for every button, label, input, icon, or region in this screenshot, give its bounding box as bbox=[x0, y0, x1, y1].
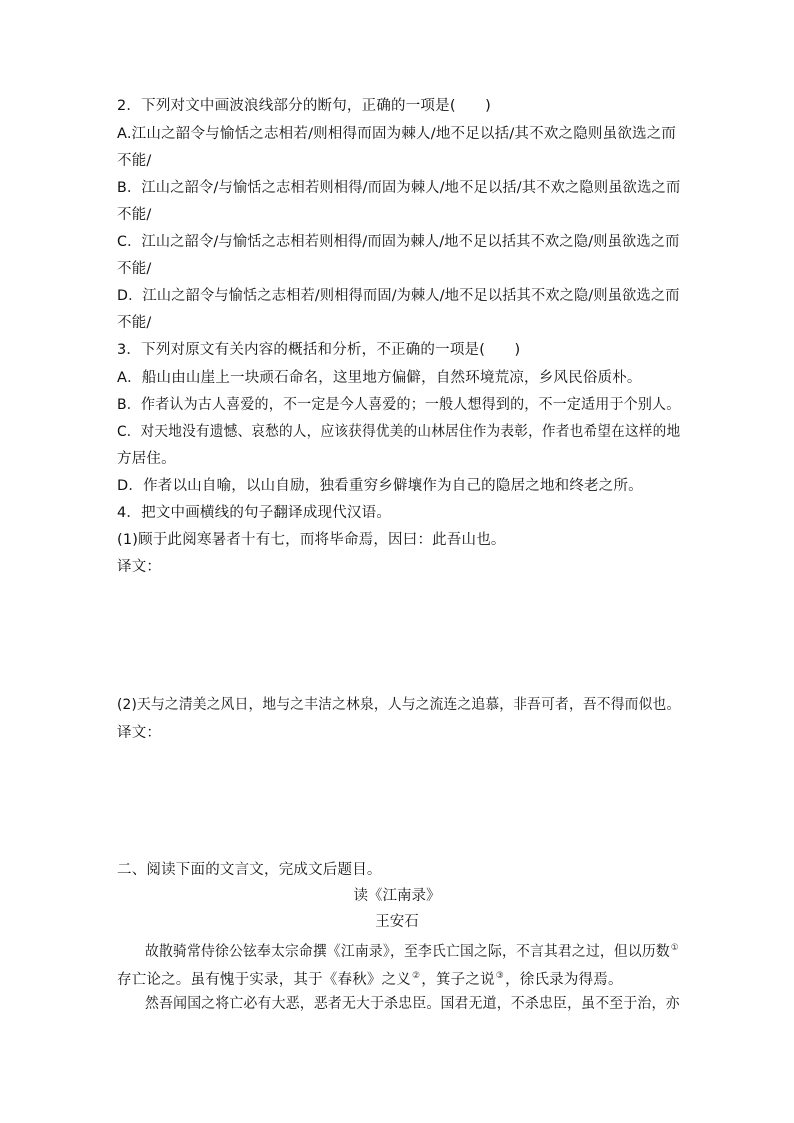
question-3-option-c-cont: 方居住。 bbox=[117, 451, 176, 467]
translation-label-1: 译文： bbox=[117, 559, 162, 575]
footnote-marker-3: ③ bbox=[495, 971, 505, 981]
passage-paragraph-1-line-2 bbox=[117, 966, 623, 990]
question-2-option-d-cont: 不能/ bbox=[117, 315, 152, 331]
question-2-option-a: A.江山之韶令与愉恬之志相若/则相得而固为棘人/地不足以括/其不欢之隐则虽欲选之而 bbox=[117, 126, 677, 142]
question-4-sentence-1: (1)顾于此阅寒暑者十有七，而将毕命焉，因曰：此吾山也。 bbox=[117, 532, 506, 548]
footnote-marker-1: ① bbox=[670, 943, 679, 953]
question-2-option-a-cont: 不能/ bbox=[117, 153, 152, 169]
translation-label-2: 译文： bbox=[117, 725, 162, 741]
passage-text: 故散骑常侍徐公铉奉太宗命撰《江南录》，至李氏亡国之际，不言其君之过，但以历数 bbox=[145, 944, 670, 960]
question-3-option-c: C．对天地没有遗憾、哀愁的人，应该获得优美的山林居住作为表彰，作者也希望在这样的地 bbox=[117, 424, 681, 440]
passage-text: 存亡论之。虽有愧于实录，其于《春秋》之义 bbox=[117, 972, 411, 988]
question-3-option-b: B．作者认为古人喜爱的，不一定是今人喜爱的；一般人想得到的，不一定适用于个别人。 bbox=[117, 397, 681, 413]
question-4-sentence-2: (2)天与之清美之风日，地与之丰洁之林泉，人与之流连之追慕，非吾可者，吾不得而似也。 bbox=[117, 697, 681, 713]
section-2-heading: 二、阅读下面的文言文，完成文后题目。 bbox=[117, 862, 382, 878]
passage-text: ，箕子之说 bbox=[421, 972, 495, 988]
question-3-option-d: D．作者以山自喻，以山自励，独看重穷乡僻壤作为自己的隐居之地和终老之所。 bbox=[117, 478, 643, 494]
question-2-option-c: C．江山之韶令/与愉恬之志相若则相得/而固为棘人/地不足以括其不欢之隐/则虽欲选之而 bbox=[117, 234, 680, 250]
question-4-stem: 4．把文中画横线的句子翻译成现代汉语。 bbox=[117, 505, 392, 521]
question-2-option-c-cont: 不能/ bbox=[117, 261, 152, 277]
question-2-option-b: B．江山之韶令/与愉恬之志相若则相得/而固为棘人/地不足以括/其不欢之隐则虽欲选之而 bbox=[117, 180, 681, 196]
question-2-option-b-cont: 不能/ bbox=[117, 207, 152, 223]
passage-paragraph-1-line-1 bbox=[145, 938, 680, 962]
footnote-marker-2: ② bbox=[412, 971, 421, 981]
passage-title: 读《江南录》 bbox=[353, 888, 441, 904]
question-3-option-a: A．船山由山崖上一块顽石命名，这里地方偏僻，自然环境荒凉，乡风民俗质朴。 bbox=[117, 370, 642, 386]
question-2-stem: 2．下列对文中画波浪线部分的断句，正确的一项是( ) bbox=[117, 98, 491, 114]
passage-paragraph-2-line-1: 然吾闻国之将亡必有大恶，恶者无大于杀忠臣。国君无道，不杀忠臣，虽不至于治，亦 bbox=[145, 996, 680, 1012]
question-2-option-d: D．江山之韶令与愉恬之志相若/则相得而固/为棘人/地不足以括其不欢之隐/则虽欲选之而 bbox=[117, 288, 680, 304]
passage-author: 王安石 bbox=[375, 914, 419, 930]
question-3-stem: 3．下列对原文有关内容的概括和分析，不正确的一项是( ) bbox=[117, 342, 521, 358]
passage-text: ，徐氏录为得焉。 bbox=[505, 972, 623, 988]
